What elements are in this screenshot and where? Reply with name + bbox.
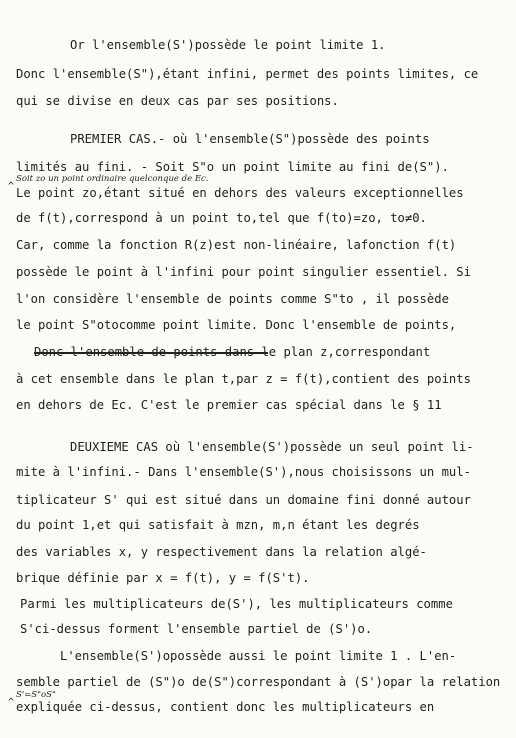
section-heading-premier-cas: PREMIER CAS.- où l'ensemble(S")possède des points xyxy=(70,132,430,146)
text-line-8: de f(t),correspond à un point to,tel que f(to)=zo, to≠0. xyxy=(16,211,427,225)
text-line-24: L'ensemble(S')opossède aussi le point limite 1 . L'en- xyxy=(60,649,457,663)
text-line-18: tiplicateur S' qui est situé dans un domaine fini donné autour xyxy=(16,493,471,507)
text-line-20: des variables x, y respectivement dans la relation algé- xyxy=(16,545,427,559)
text-line-22: Parmi les multiplicateurs de(S'), les multiplicateurs comme xyxy=(20,597,453,611)
text-line-2: Donc l'ensemble(S"),étant infini, permet des points limites, ce xyxy=(16,67,479,81)
insertion-caret-2: ^ xyxy=(8,697,15,708)
text-line-12: le point S"otocomme point limite. Donc l'ensemble de points, xyxy=(16,318,457,332)
section-heading-deuxieme-cas: DEUXIEME CAS où l'ensemble(S')possède un seul point li- xyxy=(70,440,474,454)
handwritten-note-2: S'=S"oS" xyxy=(16,690,56,700)
text-line-9: Car, comme la fonction R(z)est non-linéaire, lafonction f(t) xyxy=(16,238,457,252)
handwritten-note-1: Soit zo un point ordinaire quelconque de Ec. xyxy=(16,174,209,184)
text-line-1: Or l'ensemble(S')possède le point limite 1. xyxy=(70,38,386,52)
text-line-19: du point 1,et qui satisfait à mzn, m,n étant les degrés xyxy=(16,518,420,532)
text-line-11: l'on considère l'ensemble de points comme S"to , il possède xyxy=(16,292,449,306)
text-line-13-struck: Donc l'ensemble de points dans le plan z,correspondant xyxy=(34,345,431,359)
text-line-27: expliquée ci-dessus, contient donc les multiplicateurs en xyxy=(16,700,435,714)
text-line-10: possède le point à l'infini pour point singulier essentiel. Si xyxy=(16,265,471,279)
text-line-5: limités au fini. - Soit S"o un point limite au fini de(S"). xyxy=(16,160,449,174)
text-line-14: à cet ensemble dans le plan t,par z = f(t),contient des points xyxy=(16,372,471,386)
strikethrough-line xyxy=(34,352,268,354)
text-line-3: qui se divise en deux cas par ses positions. xyxy=(16,94,339,108)
text-line-23: S'ci-dessus forment l'ensemble partiel de (S')o. xyxy=(20,622,373,636)
text-line-17: mite à l'infini.- Dans l'ensemble(S'),nous choisissons un mul- xyxy=(16,465,471,479)
text-line-15: en dehors de Ec. C'est le premier cas spécial dans le § 11 xyxy=(16,398,442,412)
text-line-7: Le point zo,étant situé en dehors des valeurs exceptionnelles xyxy=(16,186,464,200)
insertion-caret-1: ^ xyxy=(8,181,15,192)
text-line-21: brique définie par x = f(t), y = f(S't). xyxy=(16,571,310,585)
text-line-25: semble partiel de (S")o de(S")correspondant à (S')opar la relation xyxy=(16,675,501,689)
